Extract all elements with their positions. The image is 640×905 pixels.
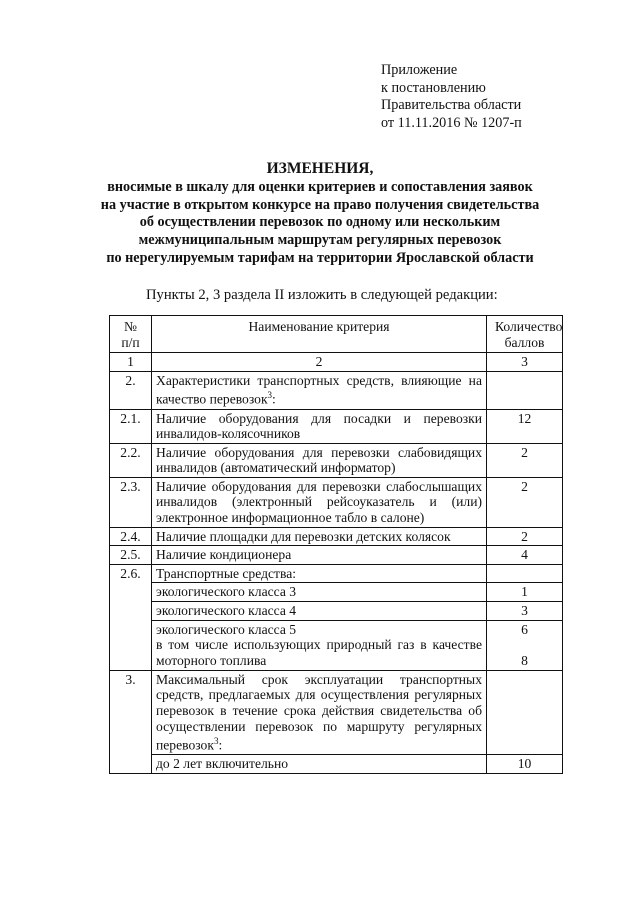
row-name — [152, 371, 487, 409]
row-num: 2. — [110, 371, 152, 409]
appendix-line: Приложение — [381, 62, 458, 78]
row-points: 2 — [487, 527, 563, 546]
table-row — [110, 477, 563, 527]
row-num: 2.6. — [110, 564, 152, 670]
row-num: 3. — [110, 670, 152, 773]
table-row — [110, 546, 563, 565]
title-line: об осуществлении перевозок по одному или нескольким — [139, 214, 501, 231]
row-name — [152, 620, 487, 670]
header-points: Количество баллов — [487, 316, 563, 353]
row-points: 10 — [487, 755, 563, 774]
table-colnum-row — [110, 353, 563, 372]
row-points — [487, 670, 563, 755]
row-points: 12 — [487, 409, 563, 443]
row-num: 2.5. — [110, 546, 152, 565]
table-row — [110, 443, 563, 477]
header-num: № п/п — [110, 316, 152, 353]
row-num: 2.2. — [110, 443, 152, 477]
table-row — [110, 409, 563, 443]
row-name-line: экологического класса 5 — [156, 621, 297, 637]
row-name: Наличие площадки для перевозки детских колясок — [152, 527, 487, 546]
row-points-line: 6 — [521, 621, 528, 637]
row-name: Наличие оборудования для посадки и перевозки инвалидов-колясочников — [152, 409, 487, 443]
row-name: Наличие оборудования для перевозки слабослышащих инвалидов (электронный рейсоуказатель и (или) электронное информационное табло в салоне) — [152, 477, 487, 527]
row-name-line: в том числе использующих природный газ в качестве моторного топлива — [156, 637, 482, 668]
row-num: 2.1. — [110, 409, 152, 443]
row-num: 2.4. — [110, 527, 152, 546]
row-name-text: Максимальный срок эксплуатации транспортных средств, предлагаемых для осуществления регулярных перевозок в течение срока действия свидетельства об осуществлении перевозок по маршруту регулярных перевозок — [156, 671, 482, 753]
row-name-tail: : — [272, 391, 276, 407]
row-name: Наличие оборудования для перевозки слабовидящих инвалидов (автоматический информатор) — [152, 443, 487, 477]
table-row — [110, 371, 563, 409]
row-points — [487, 371, 563, 409]
table-header-row — [110, 316, 563, 353]
table-row — [110, 583, 563, 602]
title-line: вносимые в шкалу для оценки критериев и сопоставления заявок — [107, 178, 533, 195]
row-points: 2 — [487, 477, 563, 527]
header-name: Наименование критерия — [152, 316, 487, 353]
row-name: экологического класса 3 — [152, 583, 487, 602]
title-heading: ИЗМЕНЕНИЯ, — [266, 160, 374, 177]
table-row — [110, 620, 563, 670]
title-line: по нерегулируемым тарифам на территории Ярославской области — [106, 249, 534, 266]
table-row — [110, 602, 563, 621]
colnum-3: 3 — [487, 353, 563, 372]
appendix-block — [381, 62, 522, 132]
intro-paragraph: Пункты 2, 3 раздела II изложить в следующей редакции: — [146, 287, 498, 303]
row-num: 2.3. — [110, 477, 152, 527]
row-name: Транспортные средства: — [152, 564, 487, 583]
footnote-mark: 3 — [213, 736, 219, 747]
row-points: 4 — [487, 546, 563, 565]
row-name: до 2 лет включительно — [152, 755, 487, 774]
appendix-line: от 11.11.2016 № 1207-п — [381, 114, 522, 131]
title-line: межмуниципальным маршрутам регулярных перевозок — [138, 232, 502, 249]
row-name-tail: : — [218, 737, 223, 753]
table-row — [110, 564, 563, 583]
appendix-line: к постановлению — [381, 79, 486, 96]
row-name — [152, 670, 487, 755]
table-row — [110, 670, 563, 755]
title-line: на участие в открытом конкурсе на право получения свидетельства — [100, 196, 540, 213]
row-name-text: Характеристики транспортных средств, влияющие на качество перевозок — [156, 372, 482, 407]
document-title — [40, 160, 600, 268]
row-points — [487, 564, 563, 583]
row-name: Наличие кондиционера — [152, 546, 487, 565]
row-points: 1 — [487, 583, 563, 602]
table-row — [110, 527, 563, 546]
table-row — [110, 755, 563, 774]
row-points-line: 8 — [521, 653, 528, 669]
row-points: 3 — [487, 602, 563, 621]
row-points: 2 — [487, 443, 563, 477]
colnum-2: 2 — [152, 353, 487, 372]
row-points — [487, 620, 563, 670]
appendix-line: Правительства области — [381, 97, 522, 113]
colnum-1: 1 — [110, 353, 152, 372]
footnote-mark: 3 — [267, 390, 273, 401]
criteria-table — [109, 315, 563, 774]
row-name: экологического класса 4 — [152, 602, 487, 621]
